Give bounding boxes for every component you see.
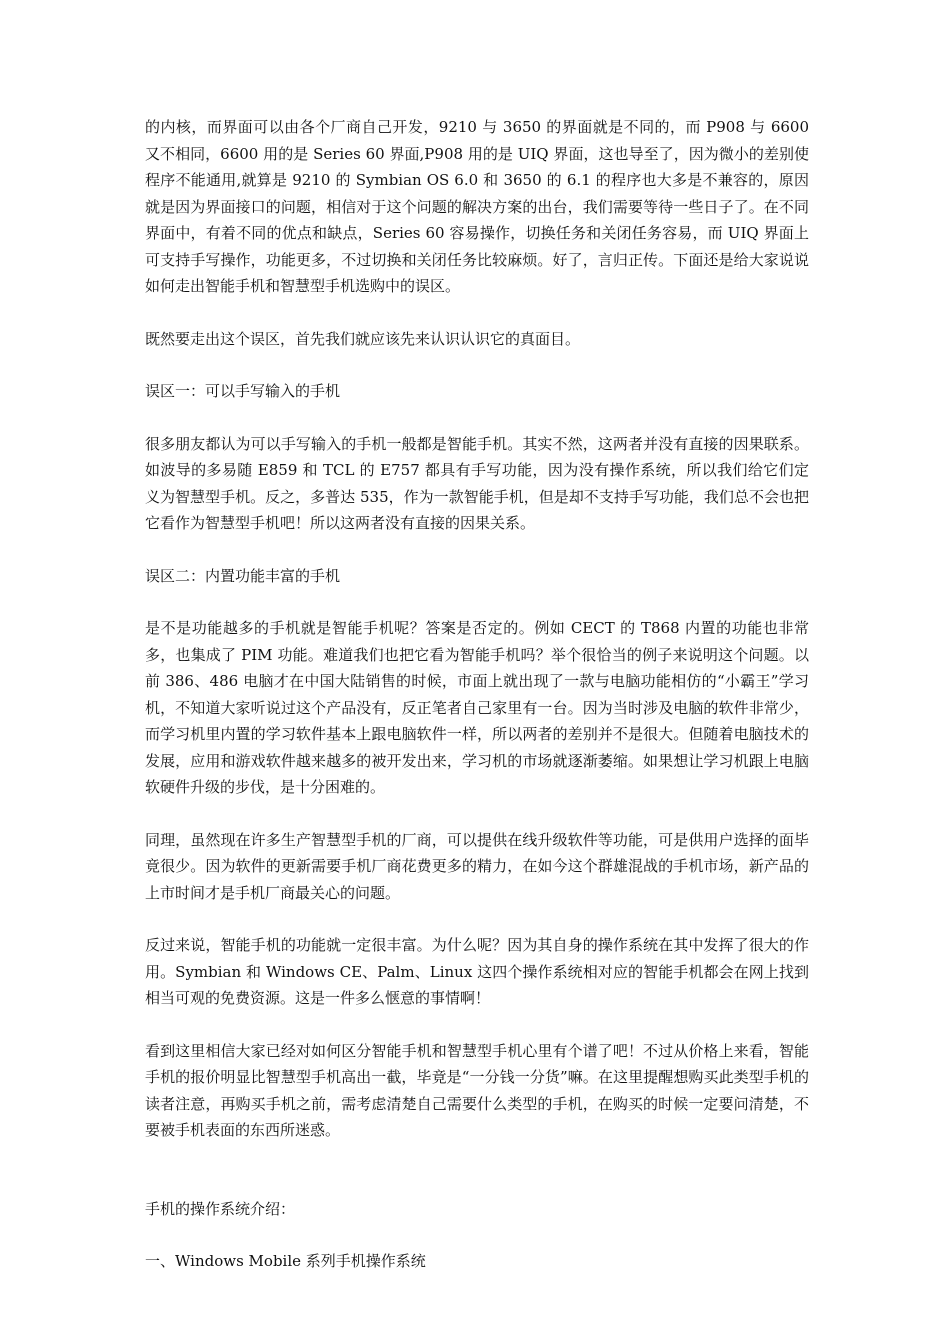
heading-os-introduction: 手机的操作系统介绍： <box>145 1199 296 1218</box>
paragraph-os-resources: 反过来说，智能手机的功能就一定很丰富。为什么呢？因为其自身的操作系统在其中发挥了很大的作用。Symbian 和 Windows CE、Palm、Linux 这四个操作系统相对应的智能手机都会在网上找到相当可观的免费资源。这是一件多么惬意的事情啊！ <box>145 936 809 1007</box>
paragraph-interface-differences: 的内核，而界面可以由各个厂商自己开发，9210 与 3650 的界面就是不同的，而 P908 与 6600 又不相同，6600 用的是 Series 60 界面,P908 用的是 UIQ 界面，这也导至了，因为微小的差别使程序不能通用,就算是 9210 的 Symbian OS 6.0 和 3650 的 6.1 的程序也大多是不兼容的，原因就是因为界面接口的问题，相信对于这个问题的解决方案的出台，我们需要等待一些日子了。在不同界面中，有着不同的优点和缺点，Series 60 容易操作，切换任务和关闭任务容易，而 UIQ 界面上可支持手写操作，功能更多，不过切换和关闭任务比较麻烦。好了，言归正传。下面还是给大家说说如何走出智能手机和智慧型手机选购中的误区。 <box>145 118 809 295</box>
heading-windows-mobile: 一、Windows Mobile 系列手机操作系统 <box>145 1252 426 1270</box>
heading-misconception-one: 误区一：可以手写输入的手机 <box>145 382 341 400</box>
document-page <box>145 114 809 1301</box>
paragraph-rich-features: 是不是功能越多的手机就是智能手机呢？答案是否定的。例如 CECT 的 T868 内置的功能也非常多，也集成了 PIM 功能。难道我们也把它看为智能手机吗？举个很恰当的例子来说明这个问题。以前 386、486 电脑才在中国大陆销售的时候，市面上就出现了一款与电脑功能相仿的“小霸王”学习机，不知道大家听说过这个产品没有，反正笔者自己家里有一台。因为当时涉及电脑的软件非常少，而学习机里内置的学习软件基本上跟电脑软件一样，所以两者的差别并不是很大。但随着电脑技术的发展，应用和游戏软件越来越多的被开发出来，学习机的市场就逐渐萎缩。如果想让学习机跟上电脑软硬件升级的步伐，是十分困难的。 <box>145 619 809 796</box>
paragraph-online-upgrade: 同理，虽然现在许多生产智慧型手机的厂商，可以提供在线升级软件等功能，可是供用户选择的面毕竟很少。因为软件的更新需要手机厂商花费更多的精力，在如今这个群雄混战的手机市场，新产品的上市时间才是手机厂商最关心的问题。 <box>145 830 809 902</box>
paragraph-intro-misconception: 既然要走出这个误区，首先我们就应该先来认识认识它的真面目。 <box>145 329 581 348</box>
heading-misconception-two: 误区二：内置功能丰富的手机 <box>145 566 341 585</box>
paragraph-handwriting-input: 很多朋友都认为可以手写输入的手机一般都是智能手机。其实不然，这两者并没有直接的因果联系。如波导的多易随 E859 和 TCL 的 E757 都具有手写功能，因为没有操作系统，所以我们给它们定义为智慧型手机。反之，多普达 535，作为一款智能手机，但是却不支持手写功能，我们总不会也把它看作为智慧型手机吧！所以这两者没有直接的因果关系。 <box>145 434 809 532</box>
paragraph-buying-advice: 看到这里相信大家已经对如何区分智能手机和智慧型手机心里有个谱了吧！不过从价格上来看，智能手机的报价明显比智慧型手机高出一截，毕竟是“一分钱一分货”嘛。在这里提醒想购买此类型手机的读者注意，再购买手机之前，需考虑清楚自己需要什么类型的手机，在购买的时候一定要问清楚，不要被手机表面的东西所迷惑。 <box>145 1041 809 1139</box>
section-spacer <box>145 1170 809 1196</box>
